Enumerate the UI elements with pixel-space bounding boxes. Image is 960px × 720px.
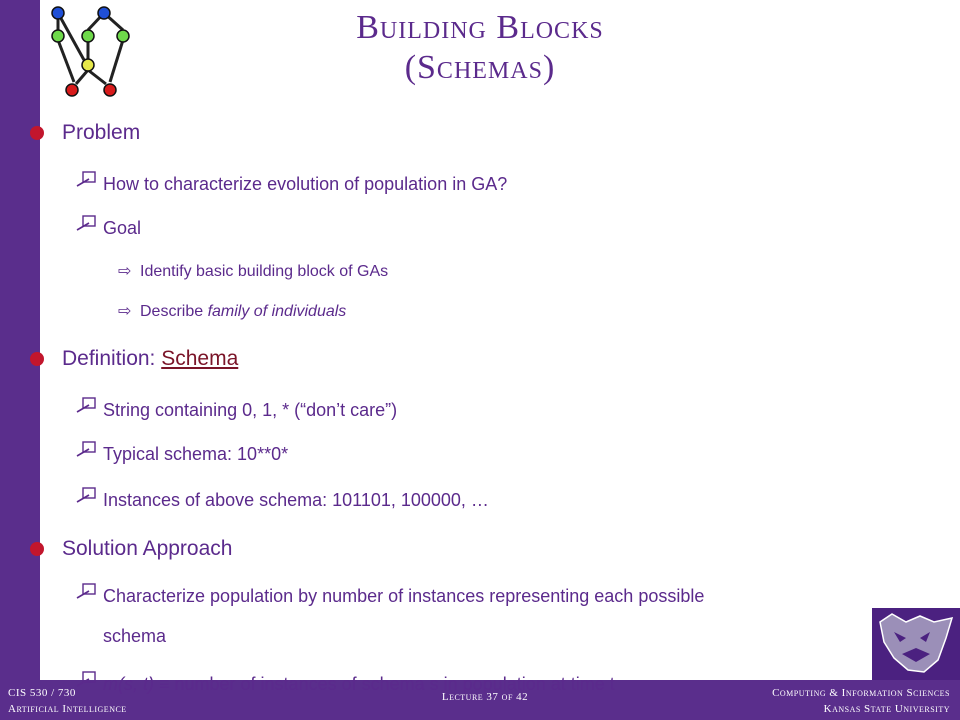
sub-bullet-text: Goal xyxy=(103,218,142,238)
subsub-bullet-text-italic: family of individuals xyxy=(207,303,347,320)
bullet-problem xyxy=(62,120,140,146)
wildcat-logo xyxy=(872,608,960,680)
subsub-bullet-identify xyxy=(118,262,389,282)
slide-content-panel xyxy=(40,0,960,680)
pencil-square-icon xyxy=(75,214,99,238)
bullet-solution xyxy=(62,536,232,562)
sub-bullet-text: Typical schema: 10**0* xyxy=(103,444,289,464)
footer-university: Kansas State University xyxy=(823,703,950,715)
sub-bullet-continuation xyxy=(103,624,166,648)
sub-bullet-text: ≡ number of instances of schema s in population at time t xyxy=(154,674,615,694)
subsub-bullet-text: Identify basic building block of GAs xyxy=(140,263,389,280)
bullet-definition xyxy=(62,346,238,372)
slide-title-line-1: Building Blocks xyxy=(356,9,604,46)
bullet-problem-text: Problem xyxy=(62,121,141,144)
pencil-square-icon xyxy=(75,440,99,464)
bullet-definition-prefix: Definition: xyxy=(62,347,162,370)
sub-bullet-goal xyxy=(103,216,141,240)
sub-bullet-string xyxy=(103,398,397,422)
pencil-square-icon xyxy=(75,396,99,420)
sub-bullet-characterize xyxy=(103,172,507,196)
subsub-bullet-describe xyxy=(118,302,347,322)
footer-course-number: CIS 530 / 730 xyxy=(8,687,76,699)
sub-bullet-instances xyxy=(103,488,489,512)
pencil-square-icon xyxy=(75,670,99,694)
bullet-solution-text: Solution Approach xyxy=(62,537,233,560)
slide-title-line-2: (Schemas) xyxy=(404,49,556,86)
footer-course-name: Artificial Intelligence xyxy=(8,703,127,715)
pencil-square-icon xyxy=(75,486,99,510)
outline-arrow-icon: ⇨ xyxy=(118,303,132,320)
bayesian-network-graph-icon xyxy=(48,4,138,100)
bullet-dot-icon xyxy=(30,352,44,366)
outline-arrow-icon: ⇨ xyxy=(118,263,132,280)
bullet-dot-icon xyxy=(30,126,44,140)
sub-bullet-text: Characterize population by number of instances representing each possible xyxy=(103,586,705,606)
sub-bullet-characterize-population xyxy=(103,584,704,608)
schema-term-link[interactable]: Schema xyxy=(161,347,239,370)
sub-bullet-text: Instances of above schema: 101101, 100000, … xyxy=(103,490,489,510)
pencil-square-icon xyxy=(75,582,99,606)
sub-bullet-text-italic: m(s, t) xyxy=(103,674,154,694)
slide-title xyxy=(180,8,780,88)
pencil-square-icon xyxy=(75,170,99,194)
footer-lecture: Lecture 37 of 42 xyxy=(441,691,529,703)
sub-bullet-typical xyxy=(103,442,288,466)
sub-bullet-text: schema xyxy=(103,626,167,646)
sub-bullet-text: String containing 0, 1, * (“don’t care”) xyxy=(103,400,398,420)
sub-bullet-text: How to characterize evolution of population in GA? xyxy=(103,174,508,194)
bullet-dot-icon xyxy=(30,542,44,556)
footer-department: Computing & Information Sciences xyxy=(772,687,950,699)
subsub-bullet-text-prefix: Describe xyxy=(140,303,208,320)
